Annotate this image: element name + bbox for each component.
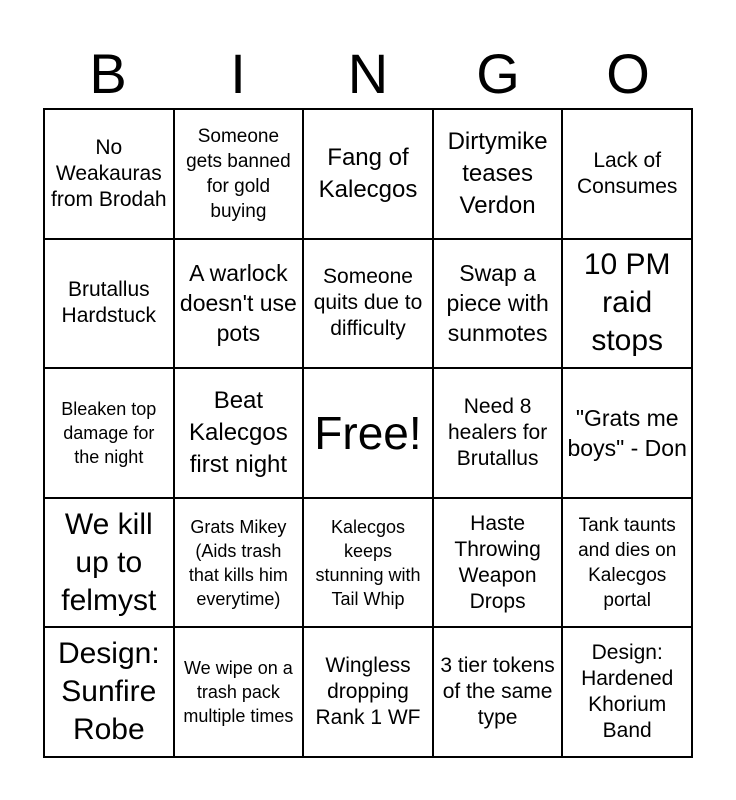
cell-text: Haste Throwing Weapon Drops xyxy=(454,511,541,613)
bingo-cell[interactable] xyxy=(434,369,564,499)
bingo-card-grid xyxy=(43,108,693,758)
free-space-text: Free! xyxy=(314,406,422,459)
cell-text: Kalecgos keeps stunning with Tail Whip xyxy=(315,516,421,609)
bingo-cell[interactable] xyxy=(434,240,564,370)
bingo-cell[interactable] xyxy=(434,110,564,240)
cell-text: No Weakauras from Brodah xyxy=(51,135,167,211)
header-letter-b: B xyxy=(89,42,127,105)
bingo-cell[interactable] xyxy=(45,499,175,629)
cell-text: Swap a piece with sunmotes xyxy=(446,260,549,347)
cell-text: Dirtymike teases Verdon xyxy=(447,127,548,219)
bingo-cell[interactable] xyxy=(563,110,693,240)
cell-text: Lack of Consumes xyxy=(577,148,678,198)
bingo-cell[interactable] xyxy=(304,628,434,758)
cell-text: Bleaken top damage for the night xyxy=(61,398,157,467)
cell-text: "Grats me boys" - Don xyxy=(567,404,687,461)
bingo-cell[interactable] xyxy=(563,369,693,499)
cell-text: Design: Hardened Khorium Band xyxy=(581,641,674,743)
bingo-cell[interactable] xyxy=(304,240,434,370)
cell-text: Someone quits due to difficulty xyxy=(313,265,423,341)
bingo-header xyxy=(43,40,693,108)
bingo-cell[interactable] xyxy=(175,110,305,240)
cell-text: Grats Mikey (Aids trash that kills him everytime) xyxy=(188,516,288,609)
cell-text: Tank taunts and dies on Kalecgos portal xyxy=(578,514,677,611)
free-space-cell[interactable] xyxy=(304,369,434,499)
bingo-cell[interactable] xyxy=(175,240,305,370)
cell-text: Design: Sunfire Robe xyxy=(57,637,160,747)
bingo-cell[interactable] xyxy=(175,369,305,499)
bingo-cell[interactable] xyxy=(175,499,305,629)
cell-text: We wipe on a trash pack multiple times xyxy=(183,658,294,727)
bingo-cell[interactable] xyxy=(45,240,175,370)
cell-text: 10 PM raid stops xyxy=(583,248,671,358)
cell-text: Beat Kalecgos first night xyxy=(189,386,288,478)
cell-text: We kill up to felmyst xyxy=(61,507,157,617)
cell-text: A warlock doesn't use pots xyxy=(179,260,297,347)
cell-text: Someone gets banned for gold buying xyxy=(186,125,291,222)
bingo-cell[interactable] xyxy=(563,240,693,370)
cell-text: Fang of Kalecgos xyxy=(318,143,418,203)
header-letter-o: O xyxy=(606,42,650,105)
bingo-cell[interactable] xyxy=(304,499,434,629)
bingo-cell[interactable] xyxy=(563,499,693,629)
bingo-cell[interactable] xyxy=(45,369,175,499)
bingo-cell[interactable] xyxy=(434,499,564,629)
bingo-cell[interactable] xyxy=(175,628,305,758)
header-letter-g: G xyxy=(476,42,520,105)
cell-text: 3 tier tokens of the same type xyxy=(440,654,555,730)
header-letter-n: N xyxy=(347,42,389,105)
bingo-cell[interactable] xyxy=(434,628,564,758)
bingo-cell[interactable] xyxy=(304,110,434,240)
bingo-cell[interactable] xyxy=(45,628,175,758)
cell-text: Brutallus Hardstuck xyxy=(61,278,157,328)
cell-text: Wingless dropping Rank 1 WF xyxy=(315,654,421,730)
bingo-cell[interactable] xyxy=(45,110,175,240)
cell-text: Need 8 healers for Brutallus xyxy=(447,394,548,470)
bingo-cell[interactable] xyxy=(563,628,693,758)
header-letter-i: I xyxy=(230,42,246,105)
